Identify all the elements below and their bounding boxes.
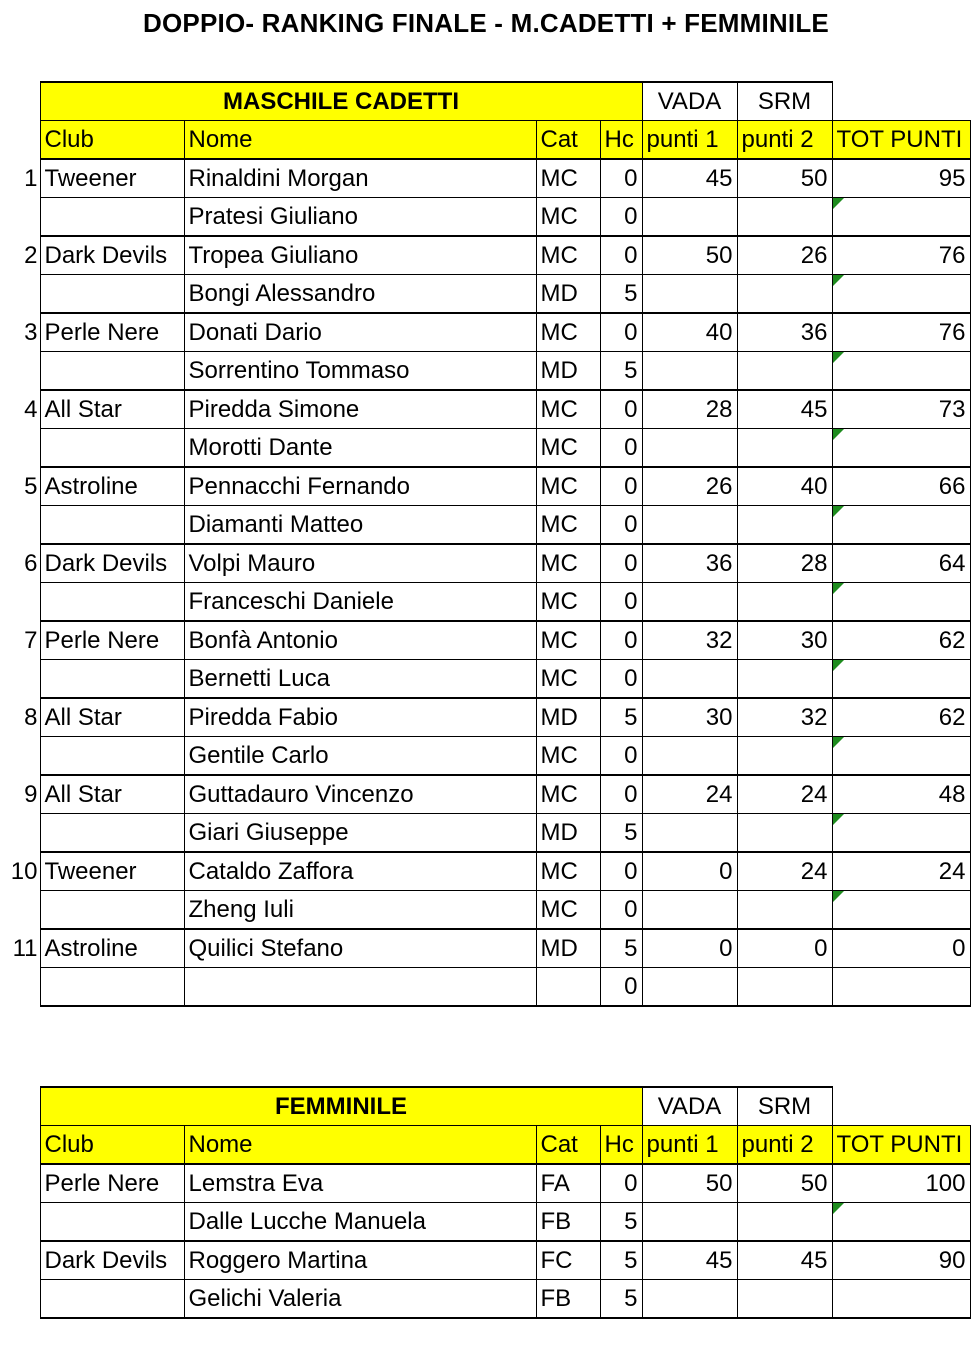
punti-2-cell — [737, 814, 832, 853]
cat-cell: MC — [536, 583, 600, 622]
rank-number: 5 — [24, 472, 38, 500]
table-row — [4, 737, 970, 776]
club-cell: All Star — [40, 390, 184, 429]
table-row — [4, 313, 970, 352]
comment-indicator-icon[interactable] — [833, 1203, 844, 1214]
cat-cell: MC — [536, 506, 600, 545]
club-cell — [40, 1280, 184, 1319]
punti-1-cell: 24 — [642, 775, 737, 814]
tot-punti-cell — [832, 313, 970, 352]
hc-cell: 5 — [600, 352, 642, 391]
cat-cell: MC — [536, 660, 600, 699]
hc-cell: 0 — [600, 891, 642, 930]
tot-punti-cell — [832, 506, 970, 545]
tot-punti-cell — [832, 621, 970, 660]
hc-cell: 5 — [600, 814, 642, 853]
club-cell — [40, 506, 184, 545]
hc-cell: 5 — [600, 1241, 642, 1280]
nome-cell: Volpi Mauro — [184, 544, 536, 583]
table-row — [4, 159, 970, 198]
punti-1-cell: 0 — [642, 929, 737, 968]
cat-cell: MC — [536, 891, 600, 930]
punti-1-cell — [642, 275, 737, 314]
table-row — [4, 852, 970, 891]
tot-punti-cell — [832, 275, 970, 314]
cat-cell: MC — [536, 429, 600, 468]
tot-punti-cell — [832, 852, 970, 891]
comment-indicator-icon[interactable] — [833, 198, 844, 209]
hc-cell: 0 — [600, 660, 642, 699]
punti-2-cell: 45 — [737, 390, 832, 429]
rank-number: 9 — [24, 780, 38, 808]
cat-cell: MC — [536, 159, 600, 198]
punti-2-cell — [737, 891, 832, 930]
punti-1-cell — [642, 814, 737, 853]
column-header-row — [4, 1126, 970, 1165]
tot-punti-cell — [832, 544, 970, 583]
nome-cell: Sorrentino Tommaso — [184, 352, 536, 391]
table-row — [4, 352, 970, 391]
nome-cell: Guttadauro Vincenzo — [184, 775, 536, 814]
tot-punti-cell — [832, 429, 970, 468]
section-title: MASCHILE CADETTI — [40, 82, 642, 121]
col-punti-1-header: punti 1 — [642, 1126, 737, 1165]
punti-2-cell: 24 — [737, 775, 832, 814]
club-cell: Dark Devils — [40, 1241, 184, 1280]
nome-cell: Bongi Alessandro — [184, 275, 536, 314]
col-cat-header: Cat — [536, 1126, 600, 1165]
club-cell: Astroline — [40, 929, 184, 968]
punti-1-cell: 26 — [642, 467, 737, 506]
nome-cell: Dalle Lucche Manuela — [184, 1203, 536, 1242]
tot-punti-cell — [832, 583, 970, 622]
table-row — [4, 775, 970, 814]
hc-cell: 5 — [600, 275, 642, 314]
tot-punti-cell — [832, 1164, 970, 1203]
col-punti-2-header: punti 2 — [737, 1126, 832, 1165]
nome-cell: Bernetti Luca — [184, 660, 536, 699]
club-cell — [40, 814, 184, 853]
club-cell: Tweener — [40, 852, 184, 891]
tot-punti-cell — [832, 660, 970, 699]
punti-2-cell: 32 — [737, 698, 832, 737]
rank-number — [4, 1241, 40, 1280]
punti-1-cell — [642, 429, 737, 468]
tot-punti-cell — [832, 467, 970, 506]
table-row — [4, 506, 970, 545]
blank-cell — [4, 82, 40, 121]
punti-1-cell: 40 — [642, 313, 737, 352]
punti-1-cell: 30 — [642, 698, 737, 737]
rank-number — [4, 737, 40, 776]
page-title: DOPPIO- RANKING FINALE - M.CADETTI + FEMMINILE — [143, 8, 829, 38]
comment-indicator-icon[interactable] — [833, 660, 844, 671]
tot-punti-value: 76 — [938, 319, 966, 346]
hc-cell: 0 — [600, 313, 642, 352]
tot-punti-cell — [832, 1241, 970, 1280]
punti-1-cell: 50 — [642, 1164, 737, 1203]
tot-punti-value: 76 — [938, 242, 966, 269]
tot-punti-value: 0 — [952, 935, 966, 962]
cat-cell: MC — [536, 236, 600, 275]
punti-2-cell: 50 — [737, 1164, 832, 1203]
rank-number — [4, 1164, 40, 1203]
cat-cell — [536, 968, 600, 1007]
club-cell: Perle Nere — [40, 313, 184, 352]
comment-indicator-icon[interactable] — [833, 429, 844, 440]
nome-cell — [184, 968, 536, 1007]
rank-number — [4, 891, 40, 930]
tot-punti-value: 62 — [938, 704, 966, 731]
table-row — [4, 1280, 970, 1319]
comment-indicator-icon[interactable] — [833, 583, 844, 594]
hc-cell: 0 — [600, 1164, 642, 1203]
col-tot-punti-header: TOT PUNTI — [832, 121, 970, 160]
punti-2-cell — [737, 737, 832, 776]
tot-punti-cell — [832, 390, 970, 429]
rank-number — [4, 1203, 40, 1242]
rank-number — [4, 506, 40, 545]
hc-cell: 5 — [600, 698, 642, 737]
punti-2-cell: 30 — [737, 621, 832, 660]
punti-2-cell — [737, 1280, 832, 1319]
table-row — [4, 467, 970, 506]
cat-cell: FA — [536, 1164, 600, 1203]
rank-number — [4, 275, 40, 314]
tot-punti-value: 95 — [938, 165, 966, 192]
column-header-row — [4, 121, 970, 160]
punti-2-cell — [737, 275, 832, 314]
table-maschile-cadetti — [4, 81, 971, 1007]
hc-cell: 0 — [600, 852, 642, 891]
tot-punti-cell — [832, 236, 970, 275]
club-cell — [40, 891, 184, 930]
table-row — [4, 390, 970, 429]
club-cell: Perle Nere — [40, 621, 184, 660]
table-row — [4, 1203, 970, 1242]
cat-cell: MC — [536, 621, 600, 660]
tot-punti-value: 64 — [938, 550, 966, 577]
col-tot-punti-header: TOT PUNTI — [832, 1126, 970, 1165]
tot-punti-cell — [832, 698, 970, 737]
club-cell: All Star — [40, 775, 184, 814]
club-cell: Tweener — [40, 159, 184, 198]
punti-2-cell — [737, 660, 832, 699]
tot-punti-cell — [832, 1203, 970, 1242]
table-row — [4, 583, 970, 622]
hc-cell: 0 — [600, 968, 642, 1007]
comment-indicator-icon[interactable] — [833, 352, 844, 363]
source-label-srm: SRM — [737, 82, 832, 121]
hc-cell: 0 — [600, 506, 642, 545]
table-row — [4, 660, 970, 699]
nome-cell: Lemstra Eva — [184, 1164, 536, 1203]
nome-cell: Diamanti Matteo — [184, 506, 536, 545]
rank-header — [4, 121, 40, 160]
rank-number: 6 — [24, 549, 38, 577]
rank-number: 10 — [10, 857, 38, 885]
punti-2-cell: 45 — [737, 1241, 832, 1280]
hc-cell: 0 — [600, 775, 642, 814]
section-header-row — [4, 1087, 970, 1126]
cat-cell: MC — [536, 313, 600, 352]
col-nome-header: Nome — [184, 1126, 536, 1165]
cat-cell: MD — [536, 929, 600, 968]
club-cell: All Star — [40, 698, 184, 737]
comment-indicator-icon[interactable] — [833, 506, 844, 517]
section-header-row — [4, 82, 970, 121]
nome-cell: Zheng Iuli — [184, 891, 536, 930]
section-title: FEMMINILE — [40, 1087, 642, 1126]
nome-cell: Bonfà Antonio — [184, 621, 536, 660]
rank-number — [4, 429, 40, 468]
club-cell: Perle Nere — [40, 1164, 184, 1203]
nome-cell: Gelichi Valeria — [184, 1280, 536, 1319]
punti-1-cell: 50 — [642, 236, 737, 275]
club-cell — [40, 660, 184, 699]
table-row — [4, 891, 970, 930]
comment-indicator-icon[interactable] — [833, 814, 844, 825]
tot-punti-cell — [832, 929, 970, 968]
punti-1-cell: 36 — [642, 544, 737, 583]
punti-1-cell — [642, 352, 737, 391]
tot-punti-value: 100 — [925, 1170, 966, 1197]
nome-cell: Cataldo Zaffora — [184, 852, 536, 891]
table-row — [4, 544, 970, 583]
tot-punti-value: 62 — [938, 627, 966, 654]
table-row — [4, 1241, 970, 1280]
tot-punti-value: 48 — [938, 781, 966, 808]
table-row — [4, 814, 970, 853]
rank-number: 1 — [24, 164, 38, 192]
punti-1-cell: 28 — [642, 390, 737, 429]
hc-cell: 0 — [600, 544, 642, 583]
cat-cell: MD — [536, 814, 600, 853]
col-punti-2-header: punti 2 — [737, 121, 832, 160]
punti-1-cell — [642, 660, 737, 699]
club-cell: Dark Devils — [40, 544, 184, 583]
blank-cell — [4, 1087, 40, 1126]
punti-1-cell — [642, 891, 737, 930]
punti-2-cell: 50 — [737, 159, 832, 198]
tot-punti-cell — [832, 968, 970, 1007]
cat-cell: MC — [536, 467, 600, 506]
cat-cell: FB — [536, 1280, 600, 1319]
punti-1-cell — [642, 583, 737, 622]
rank-number — [4, 198, 40, 237]
rank-number — [4, 583, 40, 622]
cat-cell: FB — [536, 1203, 600, 1242]
hc-cell: 5 — [600, 929, 642, 968]
tot-punti-cell — [832, 737, 970, 776]
club-cell — [40, 198, 184, 237]
punti-1-cell — [642, 1280, 737, 1319]
club-cell — [40, 275, 184, 314]
col-hc-header: Hc — [600, 1126, 642, 1165]
col-cat-header: Cat — [536, 121, 600, 160]
tot-punti-cell — [832, 352, 970, 391]
cat-cell: MC — [536, 198, 600, 237]
hc-cell: 5 — [600, 1203, 642, 1242]
rank-number — [4, 814, 40, 853]
source-label-vada: VADA — [642, 1087, 737, 1126]
nome-cell: Rinaldini Morgan — [184, 159, 536, 198]
table-row — [4, 429, 970, 468]
col-club-header: Club — [40, 121, 184, 160]
table-row — [4, 968, 970, 1007]
punti-1-cell — [642, 1203, 737, 1242]
punti-1-cell: 32 — [642, 621, 737, 660]
tot-punti-cell — [832, 775, 970, 814]
rank-number: 2 — [24, 241, 38, 269]
cat-cell: FC — [536, 1241, 600, 1280]
cat-cell: MC — [536, 544, 600, 583]
hc-cell: 0 — [600, 198, 642, 237]
rank-number — [4, 968, 40, 1007]
nome-cell: Piredda Fabio — [184, 698, 536, 737]
table-row — [4, 198, 970, 237]
punti-1-cell: 45 — [642, 159, 737, 198]
punti-1-cell — [642, 968, 737, 1007]
rank-number: 11 — [12, 934, 38, 962]
nome-cell: Tropea Giuliano — [184, 236, 536, 275]
comment-indicator-icon[interactable] — [833, 737, 844, 748]
table-row — [4, 236, 970, 275]
tot-punti-value: 66 — [938, 473, 966, 500]
hc-cell: 0 — [600, 159, 642, 198]
punti-2-cell — [737, 198, 832, 237]
nome-cell: Donati Dario — [184, 313, 536, 352]
tot-punti-cell — [832, 159, 970, 198]
cat-cell: MC — [536, 390, 600, 429]
club-cell — [40, 429, 184, 468]
tot-punti-cell — [832, 814, 970, 853]
comment-indicator-icon[interactable] — [833, 275, 844, 286]
cat-cell: MC — [536, 737, 600, 776]
comment-indicator-icon[interactable] — [833, 891, 844, 902]
nome-cell: Giari Giuseppe — [184, 814, 536, 853]
punti-1-cell — [642, 198, 737, 237]
table-femminile — [4, 1086, 971, 1319]
nome-cell: Gentile Carlo — [184, 737, 536, 776]
col-club-header: Club — [40, 1126, 184, 1165]
cat-cell: MC — [536, 852, 600, 891]
club-cell — [40, 1203, 184, 1242]
cat-cell: MC — [536, 775, 600, 814]
rank-number — [4, 1280, 40, 1319]
punti-1-cell — [642, 737, 737, 776]
tot-punti-cell — [832, 198, 970, 237]
punti-1-cell — [642, 506, 737, 545]
tot-punti-value: 24 — [938, 858, 966, 885]
punti-2-cell: 24 — [737, 852, 832, 891]
col-nome-header: Nome — [184, 121, 536, 160]
col-punti-1-header: punti 1 — [642, 121, 737, 160]
cat-cell: MD — [536, 352, 600, 391]
punti-2-cell — [737, 352, 832, 391]
hc-cell: 5 — [600, 1280, 642, 1319]
source-label-vada: VADA — [642, 82, 737, 121]
punti-2-cell: 0 — [737, 929, 832, 968]
tot-punti-value: 73 — [938, 396, 966, 423]
punti-1-cell: 45 — [642, 1241, 737, 1280]
nome-cell: Piredda Simone — [184, 390, 536, 429]
col-hc-header: Hc — [600, 121, 642, 160]
table-row — [4, 698, 970, 737]
punti-2-cell — [737, 583, 832, 622]
hc-cell: 0 — [600, 429, 642, 468]
table-row — [4, 1164, 970, 1203]
rank-number — [4, 660, 40, 699]
punti-1-cell: 0 — [642, 852, 737, 891]
table-row — [4, 929, 970, 968]
tot-punti-value: 90 — [938, 1247, 966, 1274]
nome-cell: Franceschi Daniele — [184, 583, 536, 622]
hc-cell: 0 — [600, 467, 642, 506]
hc-cell: 0 — [600, 390, 642, 429]
rank-number: 3 — [24, 318, 38, 346]
rank-header — [4, 1126, 40, 1165]
blank-cell — [832, 1087, 970, 1126]
source-label-srm: SRM — [737, 1087, 832, 1126]
cat-cell: MD — [536, 275, 600, 314]
nome-cell: Pennacchi Fernando — [184, 467, 536, 506]
club-cell — [40, 583, 184, 622]
rank-number — [4, 352, 40, 391]
club-cell: Dark Devils — [40, 236, 184, 275]
punti-2-cell: 28 — [737, 544, 832, 583]
tot-punti-cell — [832, 891, 970, 930]
table-row — [4, 275, 970, 314]
punti-2-cell — [737, 429, 832, 468]
punti-2-cell: 26 — [737, 236, 832, 275]
nome-cell: Quilici Stefano — [184, 929, 536, 968]
punti-2-cell — [737, 506, 832, 545]
punti-2-cell: 40 — [737, 467, 832, 506]
club-cell — [40, 352, 184, 391]
table-row — [4, 621, 970, 660]
rank-number: 7 — [24, 626, 38, 654]
punti-2-cell: 36 — [737, 313, 832, 352]
club-cell — [40, 968, 184, 1007]
club-cell — [40, 737, 184, 776]
punti-2-cell — [737, 1203, 832, 1242]
club-cell: Astroline — [40, 467, 184, 506]
cat-cell: MD — [536, 698, 600, 737]
rank-number: 8 — [24, 703, 38, 731]
nome-cell: Roggero Martina — [184, 1241, 536, 1280]
nome-cell: Pratesi Giuliano — [184, 198, 536, 237]
hc-cell: 0 — [600, 583, 642, 622]
hc-cell: 0 — [600, 737, 642, 776]
nome-cell: Morotti Dante — [184, 429, 536, 468]
punti-2-cell — [737, 968, 832, 1007]
blank-cell — [832, 82, 970, 121]
rank-number: 4 — [24, 395, 38, 423]
hc-cell: 0 — [600, 621, 642, 660]
tot-punti-cell — [832, 1280, 970, 1319]
hc-cell: 0 — [600, 236, 642, 275]
